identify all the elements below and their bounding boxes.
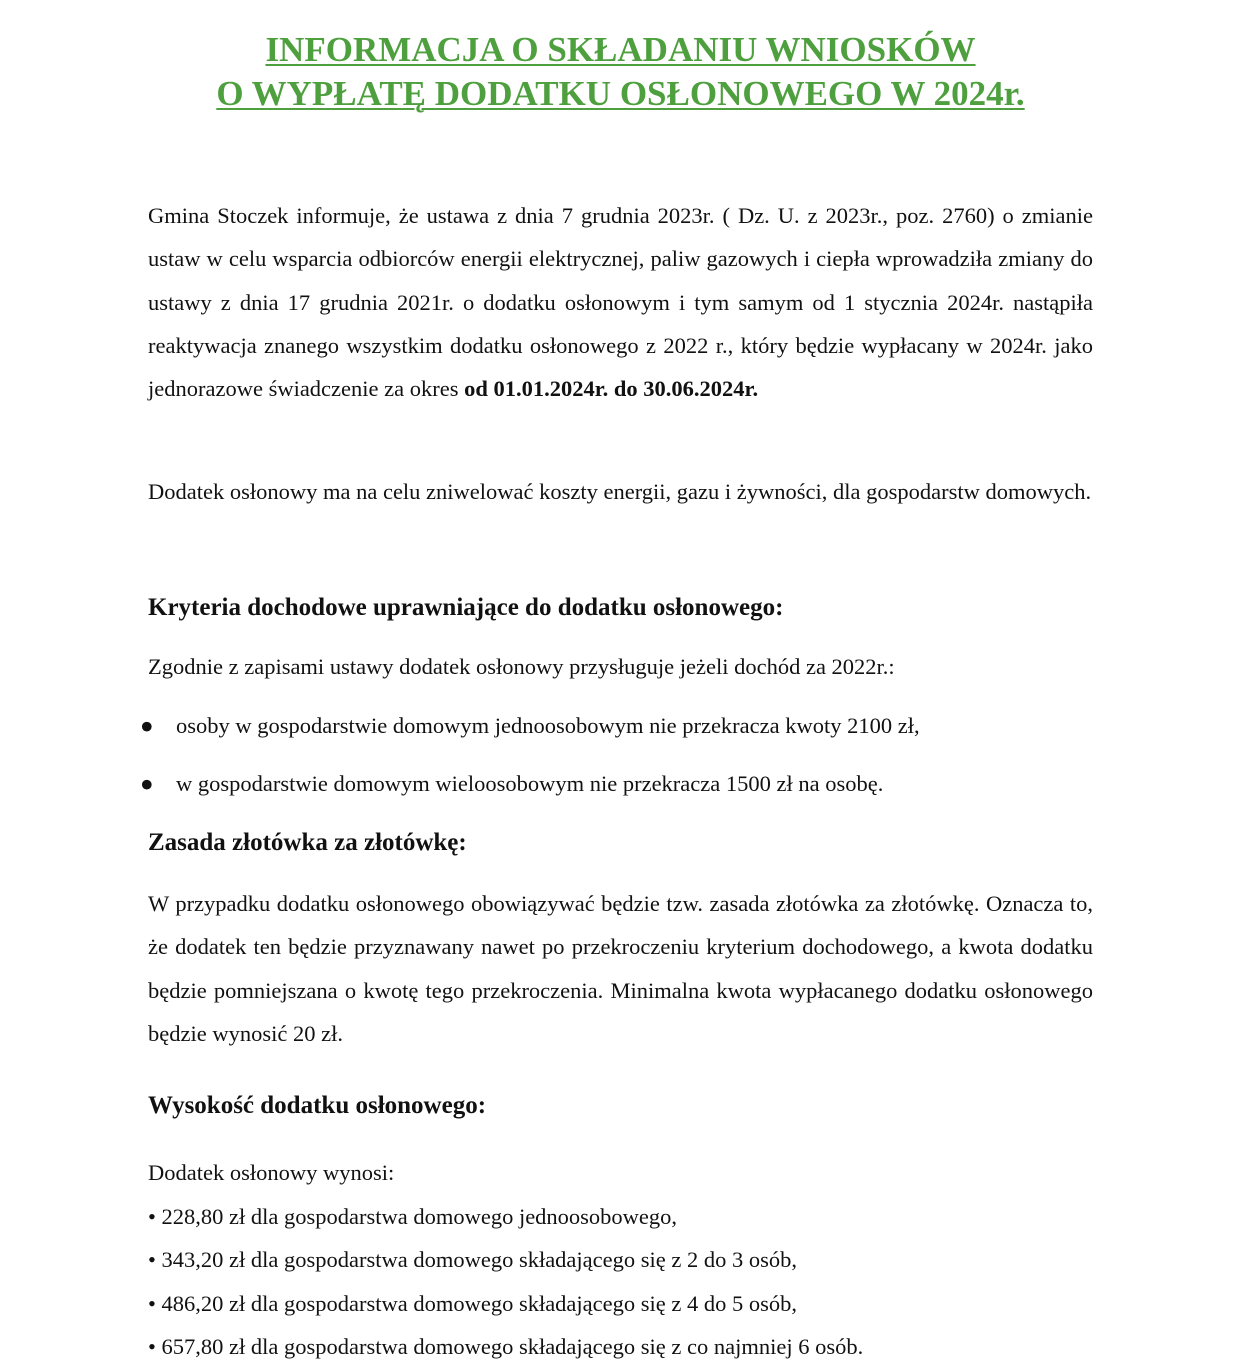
criteria-item (138, 711, 920, 741)
criteria-item (138, 769, 883, 799)
amount-item: • 343,20 zł dla gospodarstwa domowego składającego się z 2 do 3 osób, (148, 1247, 797, 1272)
criteria-item-text: osoby w gospodarstwie domowym jednoosobowym nie przekracza kwoty 2100 zł, (176, 713, 920, 738)
amount-heading: Wysokość dodatku osłonowego: (148, 1092, 487, 1119)
intro-text: Gmina Stoczek informuje, że ustawa z dnia 7 grudnia 2023r. ( Dz. U. z 2023r., poz. 2760) o zmianie ustaw w celu wsparcia odbiorców energii elektrycznej, paliw gazowych i ciepła wprowadziła zmiany do ustawy z dnia 17 grudnia 2021r. o dodatku osłonowym i tym samym od 1 stycznia 2024r. nastąpiła reaktywacja znanego wszystkim dodatku osłonowego z 2022 r., który będzie wypłacany w 2024r. jako jednorazowe świadczenie za okres (148, 203, 1093, 402)
amount-intro: Dodatek osłonowy wynosi: (148, 1160, 395, 1185)
rule-paragraph: W przypadku dodatku osłonowego obowiązywać będzie tzw. zasada złotówka za złotówkę. Oznacza to, że dodatek ten będzie przyznawany nawet po przekroczeniu kryterium dochodowego, a kwota dodatku będzie pomniejszana o kwotę tego przekroczenia. Minimalna kwota wypłacanego dodatku osłonowego będzie wynosić 20 zł. (148, 891, 1093, 1046)
criteria-heading: Kryteria dochodowe uprawniające do dodatku osłonowego: (148, 594, 784, 621)
amount-item: • 486,20 zł dla gospodarstwa domowego składającego się z 4 do 5 osób, (148, 1290, 797, 1316)
intro-paragraph (148, 194, 1093, 410)
title-line-2: O WYPŁATĘ DODATKU OSŁONOWEGO W 2024r. (216, 74, 1025, 113)
amount-list (148, 1151, 863, 1369)
criteria-intro: Zgodnie z zapisami ustawy dodatek osłonowy przysługuje jeżeli dochód za 2022r.: (148, 654, 895, 679)
amount-item: • 657,80 zł dla gospodarstwa domowego składającego się z co najmniej 6 osób. (148, 1334, 864, 1359)
rule-heading: Zasada złotówka za złotówkę: (148, 829, 467, 856)
document-title (0, 28, 1241, 116)
intro-period-bold: od 01.01.2024r. do 30.06.2024r. (464, 376, 759, 402)
bullet-icon: ● (140, 771, 154, 796)
purpose-paragraph: Dodatek osłonowy ma na celu zniwelować koszty energii, gazu i żywności, dla gospodarstw domowych. (148, 479, 1092, 504)
criteria-item-text: w gospodarstwie domowym wieloosobowym nie przekracza 1500 zł na osobę. (176, 771, 884, 796)
title-line-1: INFORMACJA O SKŁADANIU WNIOSKÓW (265, 30, 976, 69)
amount-item: • 228,80 zł dla gospodarstwa domowego jednoosobowego, (148, 1203, 678, 1229)
bullet-icon: ● (140, 713, 154, 738)
